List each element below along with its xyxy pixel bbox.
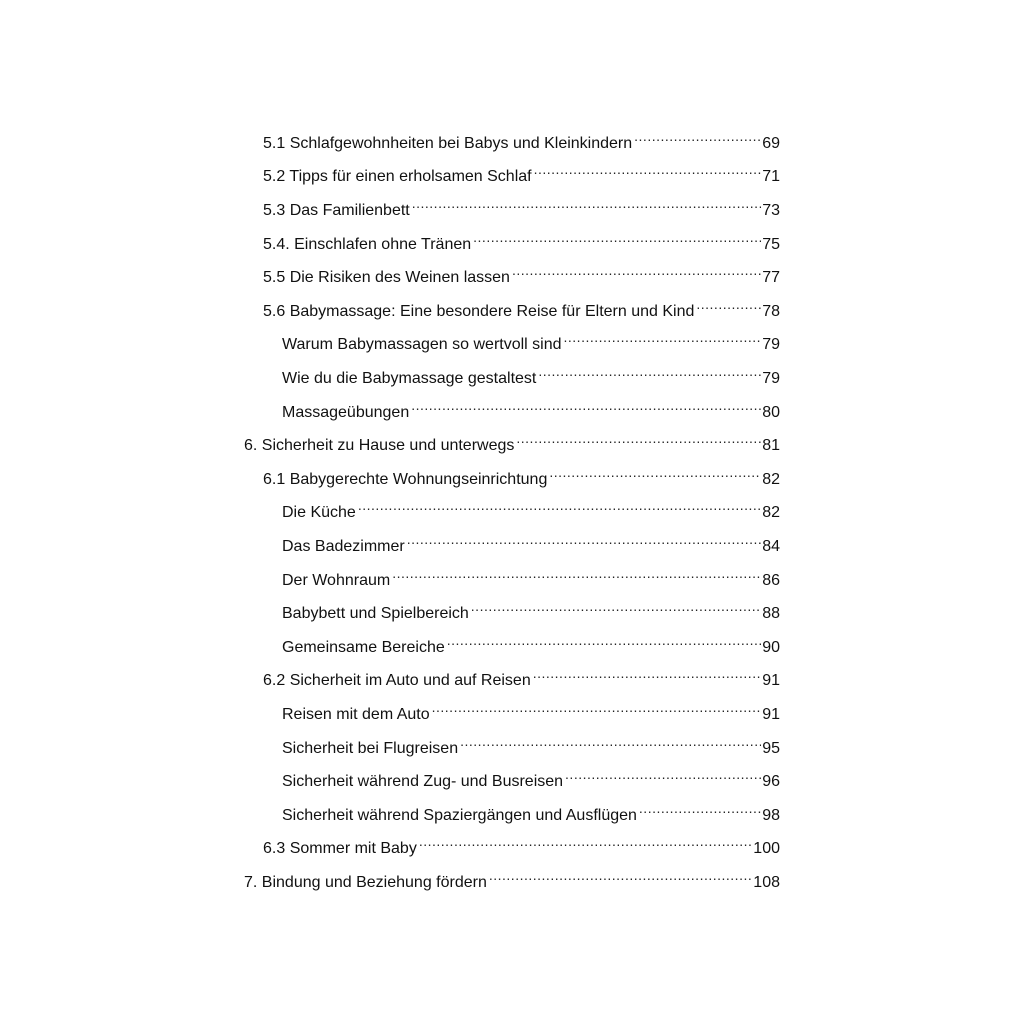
- dot-leader: [447, 628, 761, 652]
- dot-leader: [471, 594, 761, 618]
- dot-leader: [639, 796, 761, 820]
- toc-entry-title: Gemeinsame Bereiche: [282, 639, 445, 656]
- dot-leader: [564, 325, 762, 349]
- dot-leader: [460, 729, 761, 753]
- toc-entry-title: Massageübungen: [282, 404, 410, 421]
- dot-leader: [565, 762, 761, 786]
- toc-entry-page: 80: [762, 404, 780, 421]
- dot-leader: [516, 426, 761, 450]
- toc-entry[interactable]: [244, 863, 780, 891]
- toc-entry-title: Das Badezimmer: [282, 538, 405, 555]
- toc-entry-page: 71: [762, 168, 780, 185]
- toc-entry[interactable]: [263, 829, 780, 857]
- toc-entry-page: 77: [762, 269, 780, 286]
- dot-leader: [412, 191, 761, 215]
- toc-entry-page: 88: [762, 605, 780, 622]
- toc-entry-page: 73: [762, 202, 780, 219]
- toc-entry[interactable]: [263, 258, 780, 286]
- toc-entry[interactable]: [263, 191, 780, 219]
- toc-entry[interactable]: [282, 594, 780, 622]
- dot-leader: [634, 124, 761, 148]
- toc-entry-page: 81: [762, 437, 780, 454]
- toc-entry-page: 98: [762, 807, 780, 824]
- toc-entry-page: 82: [762, 504, 780, 521]
- toc-entry[interactable]: [263, 292, 780, 320]
- toc-entry-page: 78: [762, 303, 780, 320]
- toc-entry-title: Warum Babymassagen so wertvoll sind: [282, 336, 562, 353]
- toc-entry-page: 79: [762, 370, 780, 387]
- toc-entry[interactable]: [282, 527, 780, 555]
- dot-leader: [473, 225, 761, 249]
- toc-entry-page: 96: [762, 773, 780, 790]
- toc-entry-title: 6.2 Sicherheit im Auto und auf Reisen: [263, 672, 531, 689]
- toc-entry-title: Reisen mit dem Auto: [282, 706, 430, 723]
- dot-leader: [512, 258, 761, 282]
- toc-entry-page: 90: [762, 639, 780, 656]
- toc-entry-page: 108: [753, 874, 780, 891]
- dot-leader: [411, 393, 761, 417]
- toc-entry[interactable]: [282, 493, 780, 521]
- dot-leader: [392, 561, 761, 585]
- toc-entry[interactable]: [282, 561, 780, 589]
- dot-leader: [549, 460, 761, 484]
- toc-entry-page: 86: [762, 572, 780, 589]
- toc-entry-title: Sicherheit während Spaziergängen und Ausflügen: [282, 807, 637, 824]
- toc-entry-title: Die Küche: [282, 504, 356, 521]
- toc-entry-page: 79: [762, 336, 780, 353]
- toc-entry[interactable]: [282, 325, 780, 353]
- toc-entry-page: 75: [762, 236, 780, 253]
- toc-entry-title: 5.4. Einschlafen ohne Tränen: [263, 236, 472, 253]
- toc-entry-page: 84: [762, 538, 780, 555]
- toc-entry-title: Sicherheit bei Flugreisen: [282, 740, 459, 757]
- toc-entry[interactable]: [282, 393, 780, 421]
- toc-entry[interactable]: [263, 460, 780, 488]
- toc-entry[interactable]: [282, 628, 780, 656]
- toc-entry[interactable]: [263, 661, 780, 689]
- toc-entry[interactable]: [282, 729, 780, 757]
- toc-entry[interactable]: [282, 695, 780, 723]
- dot-leader: [419, 829, 752, 853]
- toc-entry[interactable]: [282, 762, 780, 790]
- toc-entry-page: 95: [762, 740, 780, 757]
- toc-entry-title: 6.3 Sommer mit Baby: [263, 840, 417, 857]
- toc-entry-page: 69: [762, 135, 780, 152]
- toc-entry-title: Wie du die Babymassage gestaltest: [282, 370, 537, 387]
- toc-entry-page: 100: [753, 840, 780, 857]
- dot-leader: [696, 292, 761, 316]
- toc-entry-title: 5.2 Tipps für einen erholsamen Schlaf: [263, 168, 532, 185]
- toc-entry-title: 5.1 Schlafgewohnheiten bei Babys und Kleinkindern: [263, 135, 633, 152]
- toc-entry-title: 5.3 Das Familienbett: [263, 202, 410, 219]
- toc-entry-page: 91: [762, 706, 780, 723]
- dot-leader: [533, 661, 761, 685]
- toc-entry[interactable]: [244, 426, 780, 454]
- toc-entry-page: 91: [762, 672, 780, 689]
- toc-entry[interactable]: [263, 225, 780, 253]
- dot-leader: [407, 527, 762, 551]
- toc-entry[interactable]: [263, 124, 780, 152]
- toc-entry-title: 5.6 Babymassage: Eine besondere Reise für Eltern und Kind: [263, 303, 695, 320]
- toc-entry-title: 6.1 Babygerechte Wohnungseinrichtung: [263, 471, 548, 488]
- toc-entry-title: 6. Sicherheit zu Hause und unterwegs: [244, 437, 515, 454]
- dot-leader: [538, 359, 761, 383]
- toc-entry[interactable]: [282, 796, 780, 824]
- toc-entry[interactable]: [282, 359, 780, 387]
- dot-leader: [534, 157, 762, 181]
- toc-entry-title: 7. Bindung und Beziehung fördern: [244, 874, 487, 891]
- toc-entry-title: Sicherheit während Zug- und Busreisen: [282, 773, 564, 790]
- dot-leader: [489, 863, 752, 887]
- toc-entry[interactable]: [263, 157, 780, 185]
- toc-entry-title: Der Wohnraum: [282, 572, 391, 589]
- toc-entry-title: 5.5 Die Risiken des Weinen lassen: [263, 269, 510, 286]
- dot-leader: [358, 493, 761, 517]
- toc-entry-page: 82: [762, 471, 780, 488]
- toc-entry-title: Babybett und Spielbereich: [282, 605, 469, 622]
- dot-leader: [432, 695, 762, 719]
